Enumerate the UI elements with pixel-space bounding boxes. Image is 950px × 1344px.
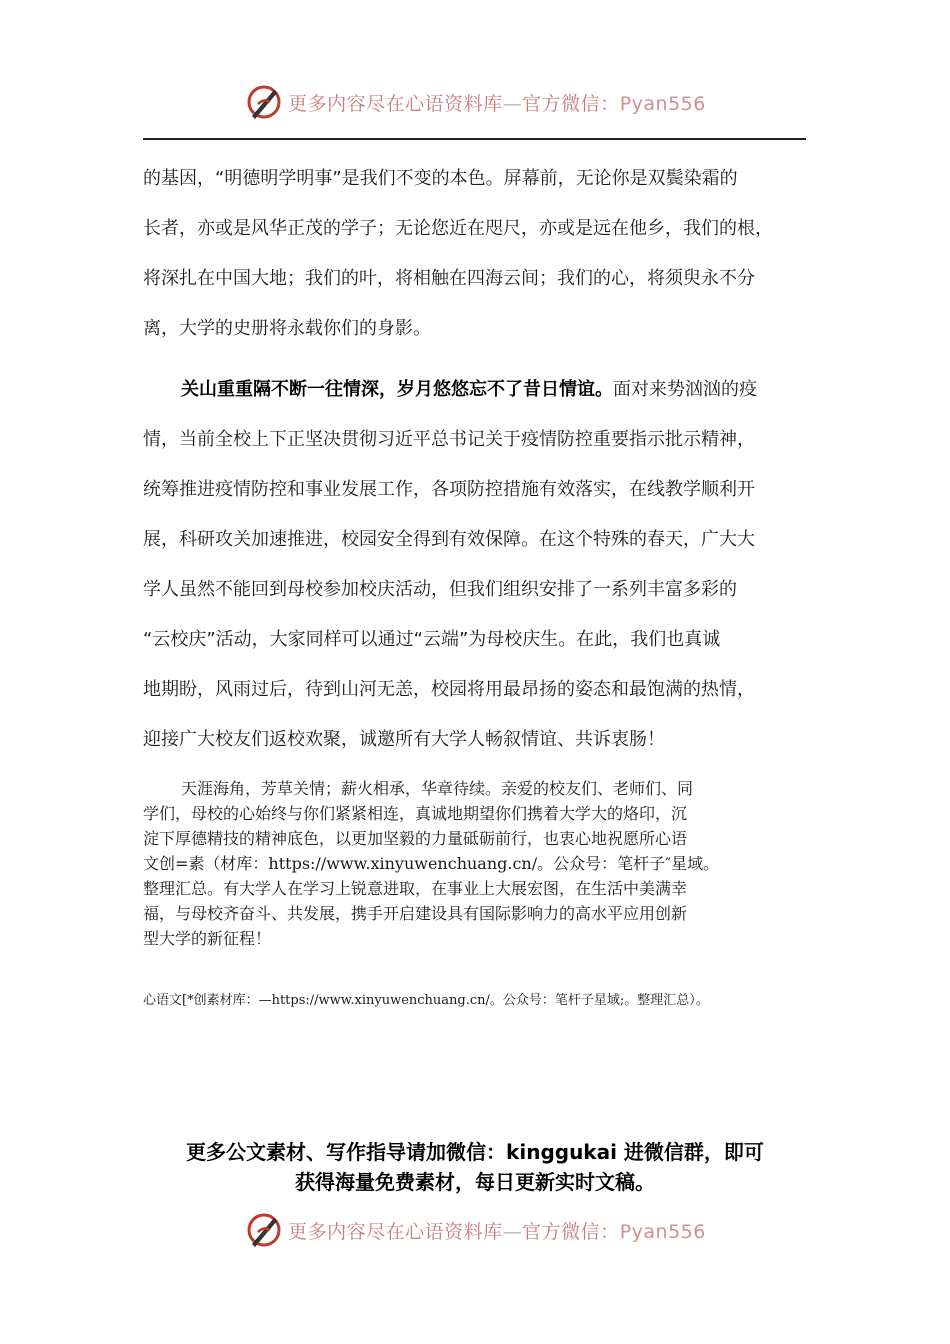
text-line: “云校庆”活动，大家同样可以通过“云端”为母校庆生。在此，我们也真诚 [143, 629, 721, 650]
promo-line-1: 更多公文素材、写作指导请加微信：kinggukai 进微信群，即可 [186, 1140, 764, 1164]
text-line: 淀下厚德精技的精神底色，以更加坚毅的力量砥砺前行，也衷心地祝愿所心语 [143, 829, 688, 848]
text-line: 迎接广大校友们返校欢聚，诚邀所有大学人畅叙情谊、共诉衷肠！ [143, 729, 665, 750]
text-line: 型大学的新征程！ [143, 929, 272, 948]
text-line: 将深扎在中国大地；我们的叶，将相触在四海云间；我们的心，将须臾永不分 [143, 268, 755, 289]
footer-wechat-label: 官方微信： [522, 1220, 620, 1243]
footer-brand: 更多内容尽在心语资料库 [288, 1220, 503, 1243]
header-wechat-label: 官方微信： [522, 92, 620, 115]
paragraph-2-first-text: 面对来势汹汹的疫 [613, 379, 757, 400]
header-brand: 更多内容尽在心语资料库 [288, 92, 503, 115]
header-divider [143, 138, 806, 140]
footer-wechat-id: Pyan556 [619, 1220, 706, 1243]
paragraph-1 [143, 154, 808, 354]
text-line: 文创=素（材库：https://www.xinyuwenchuang.cn/。公众号：笔杆子″星域。 [143, 854, 720, 873]
top-header [0, 80, 950, 124]
footer-separator: — [502, 1220, 523, 1243]
header-wechat-id: Pyan556 [619, 92, 706, 115]
text-line: 学们，母校的心始终与你们紧紧相连，真诚地期望你们携着大学大的烙印，沉 [143, 804, 688, 823]
text-line: 离，大学的史册将永载你们的身影。 [143, 318, 431, 339]
text-line: 情，当前全校上下正坚决贯彻习近平总书记关于疫情防控重要指示批示精神， [143, 429, 755, 450]
text-line: 的基因，“明德明学明事”是我们不变的本色。屏幕前，无论你是双鬓染霜的 [143, 168, 738, 189]
text-line: 统筹推进疫情防控和事业发展工作，各项防控措施有效落实，在线教学顺利开 [143, 479, 755, 500]
text-line: 学人虽然不能回到母校参加校庆活动，但我们组织安排了一系列丰富多彩的 [143, 579, 737, 600]
text-line: 天涯海角，芳草关情；薪火相承，华章待续。亲爱的校友们、老师们、同 [181, 779, 694, 798]
paragraph-2 [143, 365, 808, 765]
bottom-header [0, 1208, 950, 1252]
text-line: 展，科研攻关加速推进，校园安全得到有效保障。在这个特殊的春天，广大大 [143, 529, 755, 550]
text-line: 整理汇总。有大学人在学习上锐意进取，在事业上大展宏图，在生活中美满幸 [143, 879, 688, 898]
paragraph-3 [143, 776, 808, 951]
pen-logo-icon [244, 1210, 284, 1250]
text-line: 地期盼，风雨过后，待到山河无恙，校园将用最昂扬的姿态和最饱满的热情， [143, 679, 755, 700]
text-line: 福，与母校齐奋斗、共发展，携手开启建设具有国际影响力的高水平应用创新 [143, 904, 688, 923]
promo-block [0, 1137, 950, 1197]
pen-logo-icon [244, 82, 284, 122]
source-note: 心语文[*创素材库：—https://www.xinyuwenchuang.cn/。公众号：笔杆子星域;。整理汇总）。 [143, 993, 709, 1008]
text-line: 长者，亦或是风华正茂的学子；无论您近在咫尺，亦或是远在他乡，我们的根， [143, 218, 773, 239]
text-line [143, 365, 808, 415]
header-separator: — [502, 92, 523, 115]
promo-line-2: 获得海量免费素材，每日更新实时文稿。 [295, 1170, 655, 1194]
paragraph-2-heading: 关山重重隔不断一往情深，岁月悠悠忘不了昔日情谊。 [181, 379, 613, 400]
